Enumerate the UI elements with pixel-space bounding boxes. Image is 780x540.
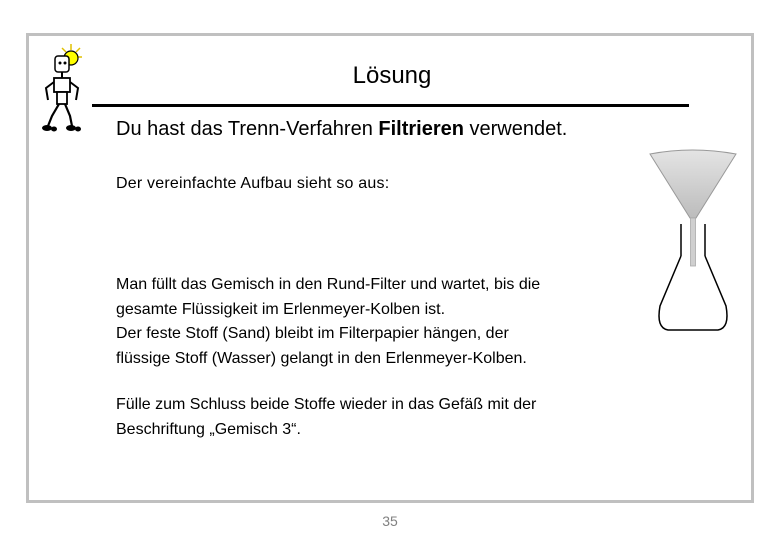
setup-text: Der vereinfachte Aufbau sieht so aus:	[116, 175, 390, 192]
paragraph-line: Fülle zum Schluss beide Stoffe wieder in das Gefäß mit der	[116, 396, 537, 413]
intro-suffix: verwendet.	[463, 118, 568, 140]
paragraph-line: gesamte Flüssigkeit im Erlenmeyer-Kolben ist.	[116, 300, 446, 318]
paragraph-line: Beschriftung „Gemisch 3“.	[116, 420, 301, 438]
page-number: 35	[382, 513, 398, 529]
slide-title: Lösung	[352, 62, 432, 89]
funnel-erlenmeyer-flask-icon	[644, 146, 744, 346]
explanation-paragraph	[116, 273, 656, 371]
lightbulb-robot-mascot-icon	[38, 42, 88, 134]
title-underline	[92, 104, 689, 107]
intro-method: Filtrieren	[378, 118, 464, 140]
paragraph-line: Man füllt das Gemisch in den Rund-Filter und wartet, bis die	[116, 276, 541, 293]
paragraph-line: flüssige Stoff (Wasser) gelangt in den Erlenmeyer-Kolben.	[116, 349, 527, 367]
paragraph-line: Der feste Stoff (Sand) bleibt im Filterpapier hängen, der	[116, 325, 509, 342]
intro-sentence	[116, 118, 567, 141]
intro-prefix: Du hast das Trenn-Verfahren	[116, 118, 379, 140]
instruction-paragraph	[116, 393, 656, 442]
